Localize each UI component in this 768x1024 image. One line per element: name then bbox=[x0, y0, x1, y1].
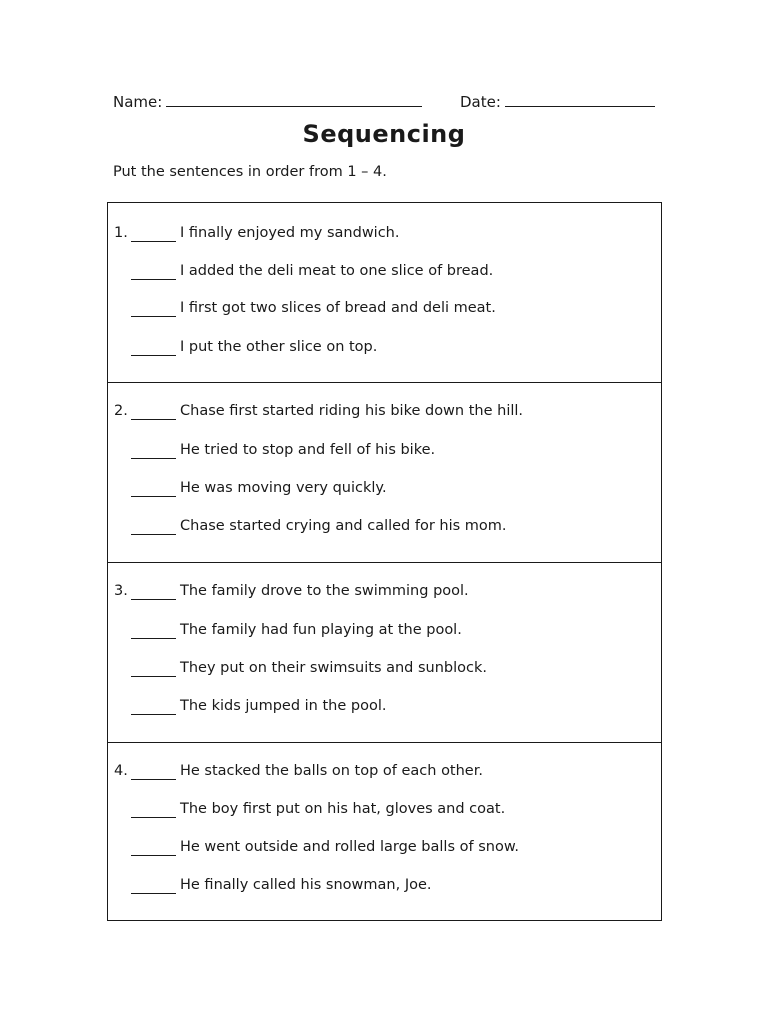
section-number: 1. bbox=[114, 225, 128, 241]
sentence-text: He tried to stop and fell of his bike. bbox=[180, 442, 436, 458]
sequence-section-2 bbox=[108, 382, 661, 562]
answer-blank[interactable] bbox=[131, 483, 176, 497]
answer-blank[interactable] bbox=[131, 804, 176, 818]
sentence-text: He finally called his snowman, Joe. bbox=[180, 877, 432, 893]
answer-blank[interactable] bbox=[131, 266, 176, 280]
answer-blank[interactable] bbox=[131, 586, 176, 600]
answer-blank[interactable] bbox=[131, 880, 176, 894]
answer-blank[interactable] bbox=[131, 842, 176, 856]
sentence-text: I added the deli meat to one slice of bread. bbox=[180, 263, 494, 279]
sequence-section-3 bbox=[108, 562, 661, 742]
sentence-text: They put on their swimsuits and sunblock. bbox=[180, 660, 488, 676]
instructions: Put the sentences in order from 1 – 4. bbox=[113, 164, 387, 180]
name-input-line[interactable] bbox=[166, 92, 422, 107]
answer-blank[interactable] bbox=[131, 228, 176, 242]
sentence-text: He stacked the balls on top of each other. bbox=[180, 763, 483, 779]
date-field bbox=[460, 92, 655, 111]
sentence-text: He went outside and rolled large balls of snow. bbox=[180, 839, 519, 855]
name-field bbox=[113, 92, 422, 111]
date-input-line[interactable] bbox=[505, 92, 655, 107]
answer-blank[interactable] bbox=[131, 625, 176, 639]
sentence-text: Chase first started riding his bike down the hill. bbox=[180, 403, 524, 419]
sentence-text: I finally enjoyed my sandwich. bbox=[180, 225, 400, 241]
sentence-text: Chase started crying and called for his mom. bbox=[180, 518, 507, 534]
header-row bbox=[113, 92, 658, 114]
sentence-text: The boy first put on his hat, gloves and coat. bbox=[180, 801, 506, 817]
sentence-text: The family had fun playing at the pool. bbox=[180, 622, 462, 638]
date-label: Date: bbox=[460, 93, 501, 111]
answer-blank[interactable] bbox=[131, 766, 176, 780]
answer-blank[interactable] bbox=[131, 406, 176, 420]
sentence-text: The kids jumped in the pool. bbox=[180, 698, 387, 714]
sentence-text: He was moving very quickly. bbox=[180, 480, 387, 496]
sequence-section-4 bbox=[108, 742, 661, 920]
answer-blank[interactable] bbox=[131, 701, 176, 715]
section-number: 4. bbox=[114, 763, 128, 779]
sentence-text: The family drove to the swimming pool. bbox=[180, 583, 469, 599]
answer-blank[interactable] bbox=[131, 445, 176, 459]
section-number: 2. bbox=[114, 403, 128, 419]
answer-blank[interactable] bbox=[131, 663, 176, 677]
answer-blank[interactable] bbox=[131, 342, 176, 356]
sentence-text: I put the other slice on top. bbox=[180, 339, 378, 355]
sentence-text: I first got two slices of bread and deli meat. bbox=[180, 300, 496, 316]
page-title: Sequencing bbox=[302, 120, 466, 148]
name-label: Name: bbox=[113, 93, 163, 111]
worksheet-box bbox=[107, 202, 662, 921]
answer-blank[interactable] bbox=[131, 303, 176, 317]
sequence-section-1 bbox=[108, 203, 661, 382]
section-number: 3. bbox=[114, 583, 128, 599]
answer-blank[interactable] bbox=[131, 521, 176, 535]
